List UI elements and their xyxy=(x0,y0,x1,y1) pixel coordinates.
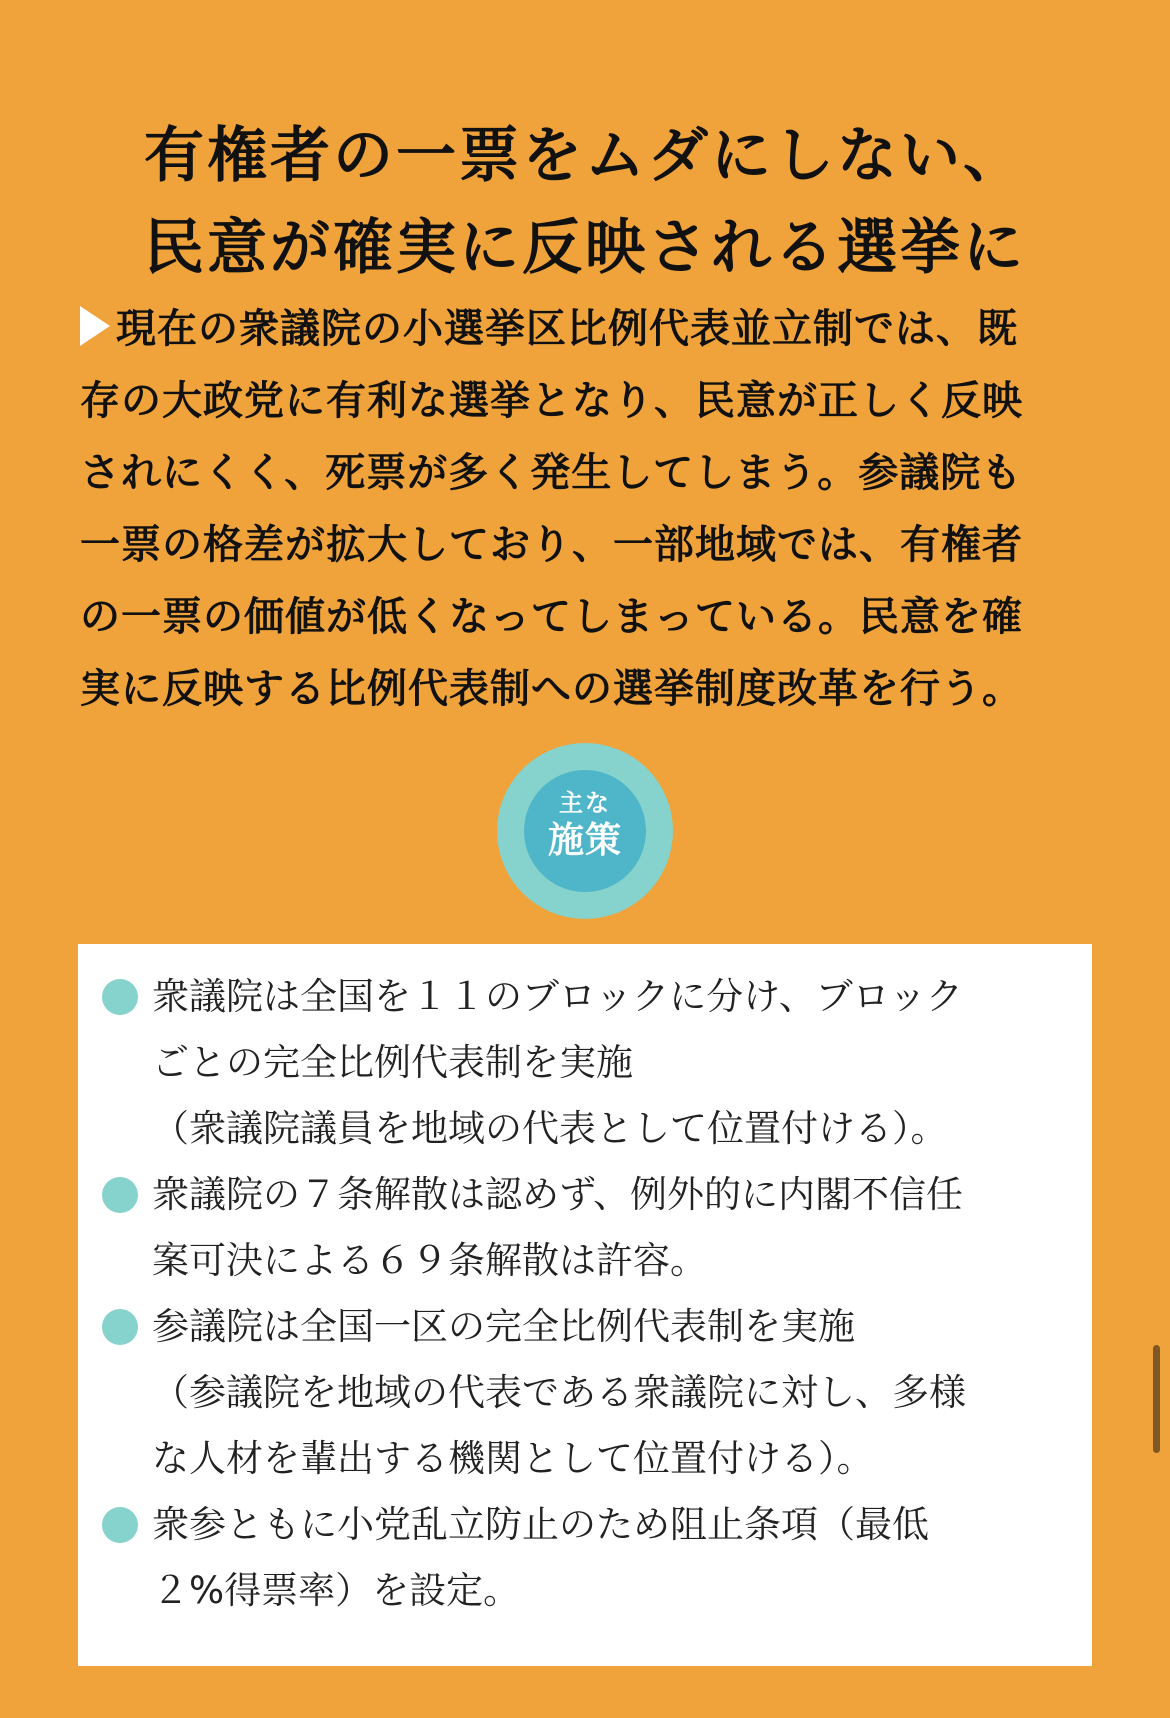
measure-3-line-1: 参議院は全国一区の完全比例代表制を実施 xyxy=(152,1305,855,1348)
intro-line-5: の一票の価値が低くなってしまっている。民意を確 xyxy=(80,594,1023,640)
circle-bullet-icon xyxy=(102,979,138,1015)
intro-line-3: されにくく、死票が多く発生してしまう。参議院も xyxy=(80,450,1023,496)
measures-panel xyxy=(78,944,1092,1666)
measure-item-4 xyxy=(152,1492,1072,1624)
vertical-scrollbar[interactable] xyxy=(1153,1345,1160,1453)
intro-line-2: 存の大政党に有利な選挙となり、民意が正しく反映 xyxy=(80,378,1023,424)
intro-line-6: 実に反映する比例代表制への選挙制度改革を行う。 xyxy=(80,666,1023,712)
intro-line-1 xyxy=(80,293,1090,365)
intro-line-4: 一票の格差が拡大しており、一部地域では、有権者 xyxy=(80,522,1023,568)
intro-paragraph xyxy=(80,293,1090,725)
badge-label-bottom: 施策 xyxy=(547,820,622,861)
headline-line-1: 有権者の一票をムダにしない、 xyxy=(144,121,1026,192)
measure-item-1 xyxy=(152,964,1072,1162)
measure-item-3 xyxy=(152,1294,1072,1492)
measure-2-line-1: 衆議院の７条解散は認めず、例外的に内閣不信任 xyxy=(152,1173,964,1216)
measure-1-line-3: （衆議院議員を地域の代表として位置付ける）。 xyxy=(152,1107,948,1150)
circle-bullet-icon xyxy=(102,1507,138,1543)
badge-inner-circle xyxy=(524,770,646,892)
measure-4-line-1: 衆参ともに小党乱立防止のため阻止条項（最低 xyxy=(152,1503,929,1546)
measures-list xyxy=(152,964,1072,1624)
intro-line-1-text: 現在の衆議院の小選挙区比例代表並立制では、既 xyxy=(116,306,1018,352)
badge-label-top: 主な xyxy=(559,789,611,817)
measure-2-line-2: 案可決による６９条解散は許容。 xyxy=(152,1239,707,1282)
measure-1-line-2: ごとの完全比例代表制を実施 xyxy=(152,1041,633,1084)
play-triangle-icon xyxy=(80,306,110,346)
measure-item-2 xyxy=(152,1162,1072,1294)
measure-1-line-1: 衆議院は全国を１１のブロックに分け、ブロック xyxy=(152,975,964,1018)
circle-bullet-icon xyxy=(102,1309,138,1345)
main-measures-badge xyxy=(497,743,673,919)
headline-line-2: 民意が確実に反映される選挙に xyxy=(144,213,1026,284)
measure-3-line-2: （参議院を地域の代表である衆議院に対し、多様 xyxy=(152,1371,966,1414)
headline xyxy=(0,110,1170,294)
circle-bullet-icon xyxy=(102,1177,138,1213)
measure-3-line-3: な人材を輩出する機関として位置付ける）。 xyxy=(152,1437,874,1480)
measure-4-line-2: ２%得票率）を設定。 xyxy=(152,1569,521,1612)
